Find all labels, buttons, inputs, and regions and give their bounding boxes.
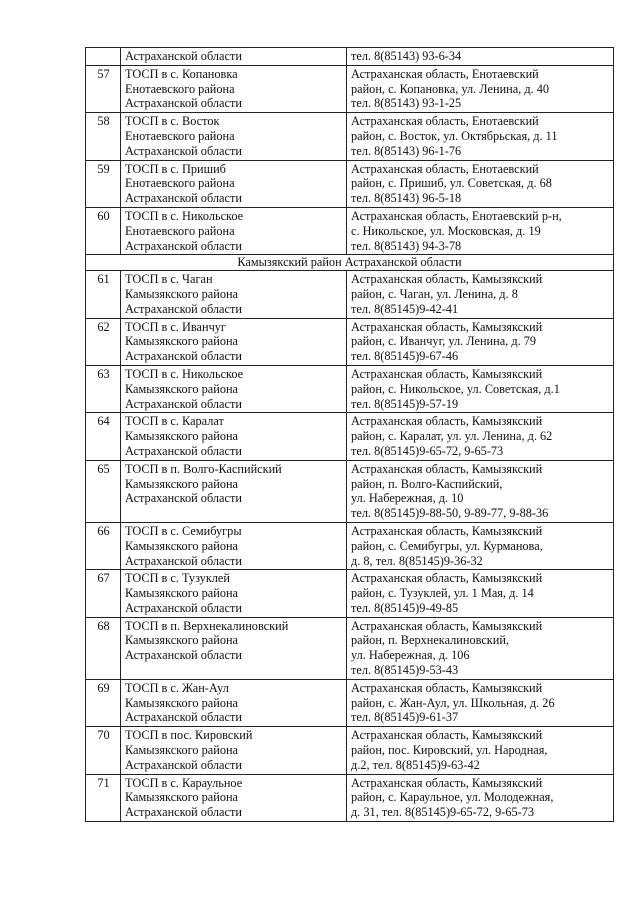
row-number: 61 bbox=[86, 271, 121, 318]
row-number: 68 bbox=[86, 617, 121, 679]
organization-name: ТОСП в с. Жан-Аул Камызякского района Астраханской области bbox=[121, 679, 347, 726]
organization-address: Астраханская область, Енотаевский район, с. Копановка, ул. Ленина, д. 40 тел. 8(85143) 93-1-25 bbox=[347, 65, 614, 112]
district-section-header bbox=[86, 255, 614, 271]
table-row bbox=[86, 65, 614, 112]
organization-name: ТОСП в с. Пришиб Енотаевского района Астраханской области bbox=[121, 160, 347, 207]
row-number: 67 bbox=[86, 570, 121, 617]
organization-address: Астраханская область, Камызякский район, пос. Кировский, ул. Народная, д.2, тел. 8(85145)9-63-42 bbox=[347, 727, 614, 774]
row-number: 70 bbox=[86, 727, 121, 774]
organization-address: Астраханская область, Камызякский район, с. Никольское, ул. Советская, д.1 тел. 8(85145)9-57-19 bbox=[347, 365, 614, 412]
row-number: 63 bbox=[86, 365, 121, 412]
table-row bbox=[86, 318, 614, 365]
table-row bbox=[86, 679, 614, 726]
organization-name: ТОСП в с. Иванчуг Камызякского района Астраханской области bbox=[121, 318, 347, 365]
table-body bbox=[86, 48, 614, 822]
row-number: 60 bbox=[86, 207, 121, 254]
table-row bbox=[86, 727, 614, 774]
table-row bbox=[86, 160, 614, 207]
organization-address: Астраханская область, Камызякский район, с. Жан-Аул, ул. Школьная, д. 26 тел. 8(85145)9-61-37 bbox=[347, 679, 614, 726]
table-row bbox=[86, 570, 614, 617]
row-number bbox=[86, 48, 121, 66]
table-row bbox=[86, 460, 614, 522]
organization-name: ТОСП в п. Волго-Каспийский Камызякского района Астраханской области bbox=[121, 460, 347, 522]
organization-address: Астраханская область, Енотаевский р-н, с. Никольское, ул. Московская, д. 19 тел. 8(85143) 94-3-78 bbox=[347, 207, 614, 254]
organization-address: тел. 8(85143) 93-6-34 bbox=[347, 48, 614, 66]
organization-name: Астраханской области bbox=[121, 48, 347, 66]
row-number: 57 bbox=[86, 65, 121, 112]
organization-address: Астраханская область, Камызякский район, п. Волго-Каспийский, ул. Набережная, д. 10 тел. 8(85145)9-88-50, 9-89-77, 9-88-36 bbox=[347, 460, 614, 522]
table-row bbox=[86, 271, 614, 318]
organization-address: Астраханская область, Камызякский район, п. Верхнекалиновский, ул. Набережная, д. 106 тел. 8(85145)9-53-43 bbox=[347, 617, 614, 679]
organization-name: ТОСП в с. Никольское Енотаевского района Астраханской области bbox=[121, 207, 347, 254]
row-number: 59 bbox=[86, 160, 121, 207]
organization-name: ТОСП в с. Никольское Камызякского района Астраханской области bbox=[121, 365, 347, 412]
table-row bbox=[86, 48, 614, 66]
organization-address: Астраханская область, Камызякский район, с. Семибугры, ул. Курманова, д. 8, тел. 8(85145)9-36-32 bbox=[347, 522, 614, 569]
row-number: 66 bbox=[86, 522, 121, 569]
organization-name: ТОСП в с. Семибугры Камызякского района Астраханской области bbox=[121, 522, 347, 569]
table-row bbox=[86, 413, 614, 460]
table-row bbox=[86, 774, 614, 821]
organization-name: ТОСП в с. Копановка Енотаевского района Астраханской области bbox=[121, 65, 347, 112]
organization-name: ТОСП в с. Каралат Камызякского района Астраханской области bbox=[121, 413, 347, 460]
organization-address: Астраханская область, Камызякский район, с. Каралат, ул. ул. Ленина, д. 62 тел. 8(85145)9-65-72, 9-65-73 bbox=[347, 413, 614, 460]
organization-name: ТОСП в с. Тузуклей Камызякского района Астраханской области bbox=[121, 570, 347, 617]
table-row bbox=[86, 207, 614, 254]
table-row bbox=[86, 113, 614, 160]
row-number: 71 bbox=[86, 774, 121, 821]
organization-address: Астраханская область, Енотаевский район, с. Восток, ул. Октябрьская, д. 11 тел. 8(85143) 96-1-76 bbox=[347, 113, 614, 160]
organization-address: Астраханская область, Камызякский район, с. Караульное, ул. Молодежная, д. 31, тел. 8(85145)9-65-72, 9-65-73 bbox=[347, 774, 614, 821]
row-number: 62 bbox=[86, 318, 121, 365]
row-number: 58 bbox=[86, 113, 121, 160]
organization-name: ТОСП в с. Чаган Камызякского района Астраханской области bbox=[121, 271, 347, 318]
organization-name: ТОСП в пос. Кировский Камызякского района Астраханской области bbox=[121, 727, 347, 774]
district-section-title: Камызякский район Астраханской области bbox=[86, 255, 614, 271]
organization-address: Астраханская область, Камызякский район, с. Чаган, ул. Ленина, д. 8 тел. 8(85145)9-42-41 bbox=[347, 271, 614, 318]
organization-name: ТОСП в п. Верхнекалиновский Камызякского района Астраханской области bbox=[121, 617, 347, 679]
table-row bbox=[86, 522, 614, 569]
row-number: 65 bbox=[86, 460, 121, 522]
row-number: 69 bbox=[86, 679, 121, 726]
organization-name: ТОСП в с. Караульное Камызякского района Астраханской области bbox=[121, 774, 347, 821]
organization-address: Астраханская область, Камызякский район, с. Иванчуг, ул. Ленина, д. 79 тел. 8(85145)9-67-46 bbox=[347, 318, 614, 365]
row-number: 64 bbox=[86, 413, 121, 460]
table-row bbox=[86, 365, 614, 412]
organization-address: Астраханская область, Камызякский район, с. Тузуклей, ул. 1 Мая, д. 14 тел. 8(85145)9-49-85 bbox=[347, 570, 614, 617]
organization-name: ТОСП в с. Восток Енотаевского района Астраханской области bbox=[121, 113, 347, 160]
table-row bbox=[86, 617, 614, 679]
organizations-table bbox=[85, 47, 614, 822]
organization-address: Астраханская область, Енотаевский район, с. Пришиб, ул. Советская, д. 68 тел. 8(85143) 96-5-18 bbox=[347, 160, 614, 207]
